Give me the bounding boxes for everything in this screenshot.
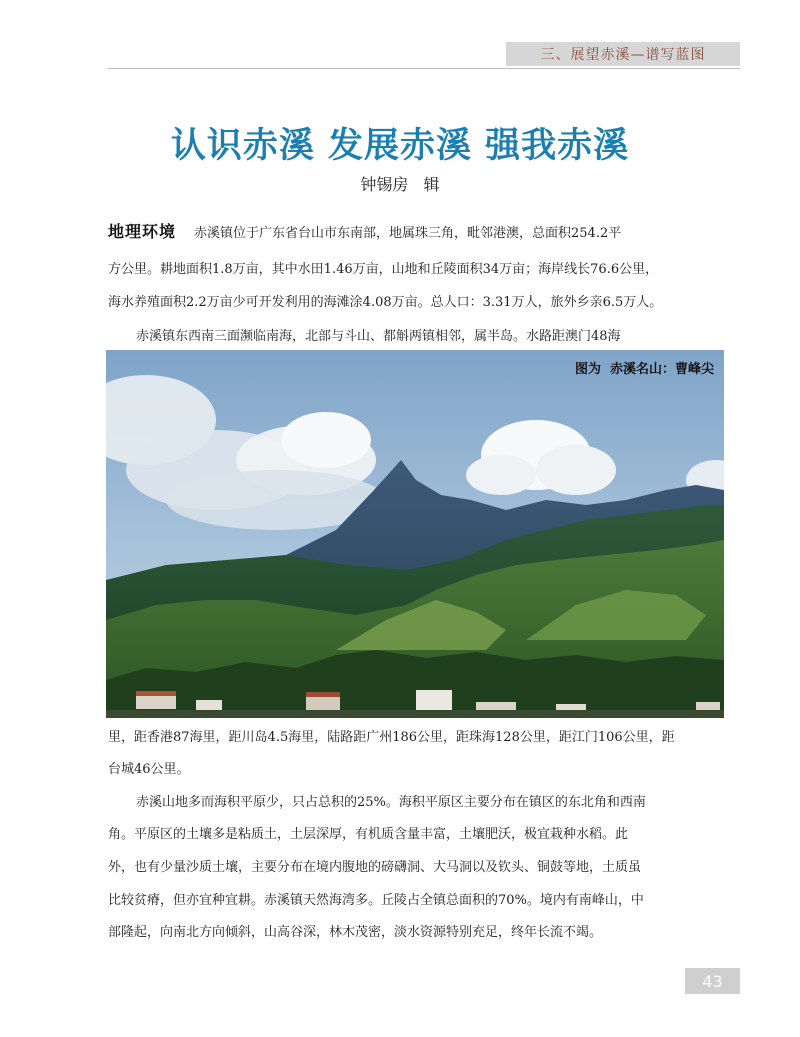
section-header-tab — [506, 42, 740, 66]
section-heading: 地理环境 — [108, 222, 177, 241]
mountain-photo — [106, 350, 724, 718]
paragraph-line: 台城46公里。 — [108, 762, 190, 777]
article-title: 认识赤溪 发展赤溪 强我赤溪 — [170, 126, 630, 166]
paragraph-line: 里，距香港87海里，距川岛4.5海里，陆路距广州186公里，距珠海128公里，距江门106公里，距 — [108, 730, 675, 745]
paragraph-line: 赤溪山地多而海积平原少，只占总积的25%。海积平原区主要分布在镇区的东北角和西南 — [136, 795, 646, 810]
paragraph-line: 赤溪镇东西南三面濒临南海，北部与斗山、都斛两镇相邻，属半岛。水路距澳门48海 — [136, 329, 621, 344]
paragraph-text: 赤溪镇位于广东省台山市东南部，地属珠三角，毗邻港澳，总面积254.2平 — [194, 226, 622, 241]
page-number: 43 — [685, 968, 740, 994]
section-header-label: 三、展望赤溪—谱写蓝图 — [540, 47, 706, 63]
paragraph-line: 外，也有少量沙质土壤，主要分布在境内腹地的磅礴洞、大马洞以及钦头、铜鼓等地，土质虽 — [108, 860, 642, 875]
mountain-landscape-image — [106, 350, 724, 718]
paragraph-line — [108, 222, 724, 244]
paragraph-line: 海水养殖面积2.2万亩少可开发利用的海滩涂4.08万亩。总人口：3.31万人，旅外乡亲6.5万人。 — [108, 295, 663, 310]
photo-caption: 图为 赤溪名山：曹峰尖 — [574, 362, 714, 377]
paragraph-line: 方公里。耕地面积1.8万亩，其中水田1.46万亩，山地和丘陵面积34万亩；海岸线长76.6公里， — [108, 262, 659, 277]
paragraph-line: 角。平原区的土壤多是粘质土，土层深厚，有机质含量丰富，土壤肥沃，极宜栽种水稻。此 — [108, 827, 629, 842]
header-divider — [108, 68, 740, 69]
paragraph-line: 比较贫瘠，但亦宜种宜耕。赤溪镇天然海湾多。丘陵占全镇总面积的70%。境内有南峰山，中 — [108, 893, 644, 908]
paragraph-line: 部隆起，向南北方向倾斜，山高谷深，林木茂密，淡水资源特别充足，终年长流不竭。 — [108, 925, 603, 940]
article-author: 钟锡房 辑 — [360, 175, 440, 194]
